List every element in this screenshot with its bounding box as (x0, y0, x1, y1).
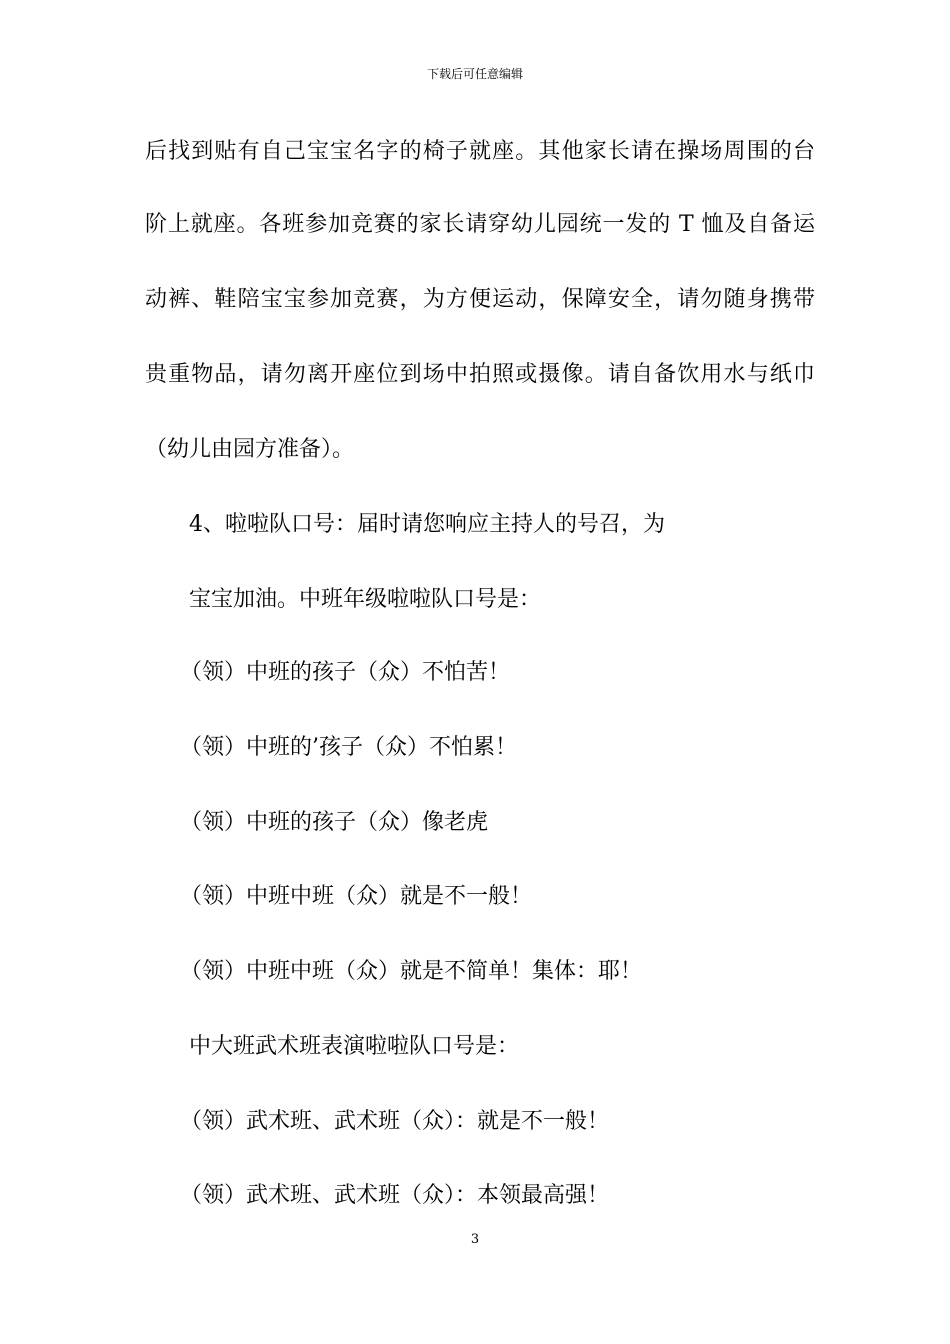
paragraph-line: 中大班武术班表演啦啦队口号是： (189, 1034, 520, 1059)
paragraph-line: 动裤、鞋陪宝宝参加竞赛，为方便运动，保障安全，请勿随身携带 (145, 287, 815, 312)
paragraph-line: 贵重物品，请勿离开座位到场中拍照或摄像。请自备饮用水与纸巾 (145, 362, 815, 387)
page-number: 3 (470, 1232, 480, 1247)
paragraph-line: 后找到贴有自己宝宝名字的椅子就座。其他家长请在操场周围的台 (145, 139, 815, 164)
paragraph-line: 阶上就座。各班参加竞赛的家长请穿幼儿园统一发的 T 恤及自备运 (145, 212, 815, 237)
slogan-line: （领）中班中班（众）就是不简单！集体：耶！ (180, 959, 643, 984)
slogan-line: （领）武术班、武术班（众）：就是不一般！ (180, 1109, 610, 1134)
slogan-line: （领）中班的’孩子（众）不怕累！ (180, 735, 517, 760)
slogan-line: （领）中班的孩子（众）像老虎 (180, 810, 489, 835)
paragraph-line: （幼儿由园方准备）。 (145, 437, 355, 462)
slogan-line: （领）中班的孩子（众）不怕苦！ (180, 660, 511, 685)
slogan-line: （领）中班中班（众）就是不一般！ (180, 884, 533, 909)
paragraph-line: 宝宝加油。中班年级啦啦队口号是： (189, 587, 542, 612)
slogan-line: （领）武术班、武术班（众）：本领最高强！ (180, 1183, 610, 1208)
section-heading-line: 4、啦啦队口号：届时请您响应主持人的号召，为 (189, 512, 665, 537)
page-header: 下载后可任意编辑 (426, 67, 523, 81)
